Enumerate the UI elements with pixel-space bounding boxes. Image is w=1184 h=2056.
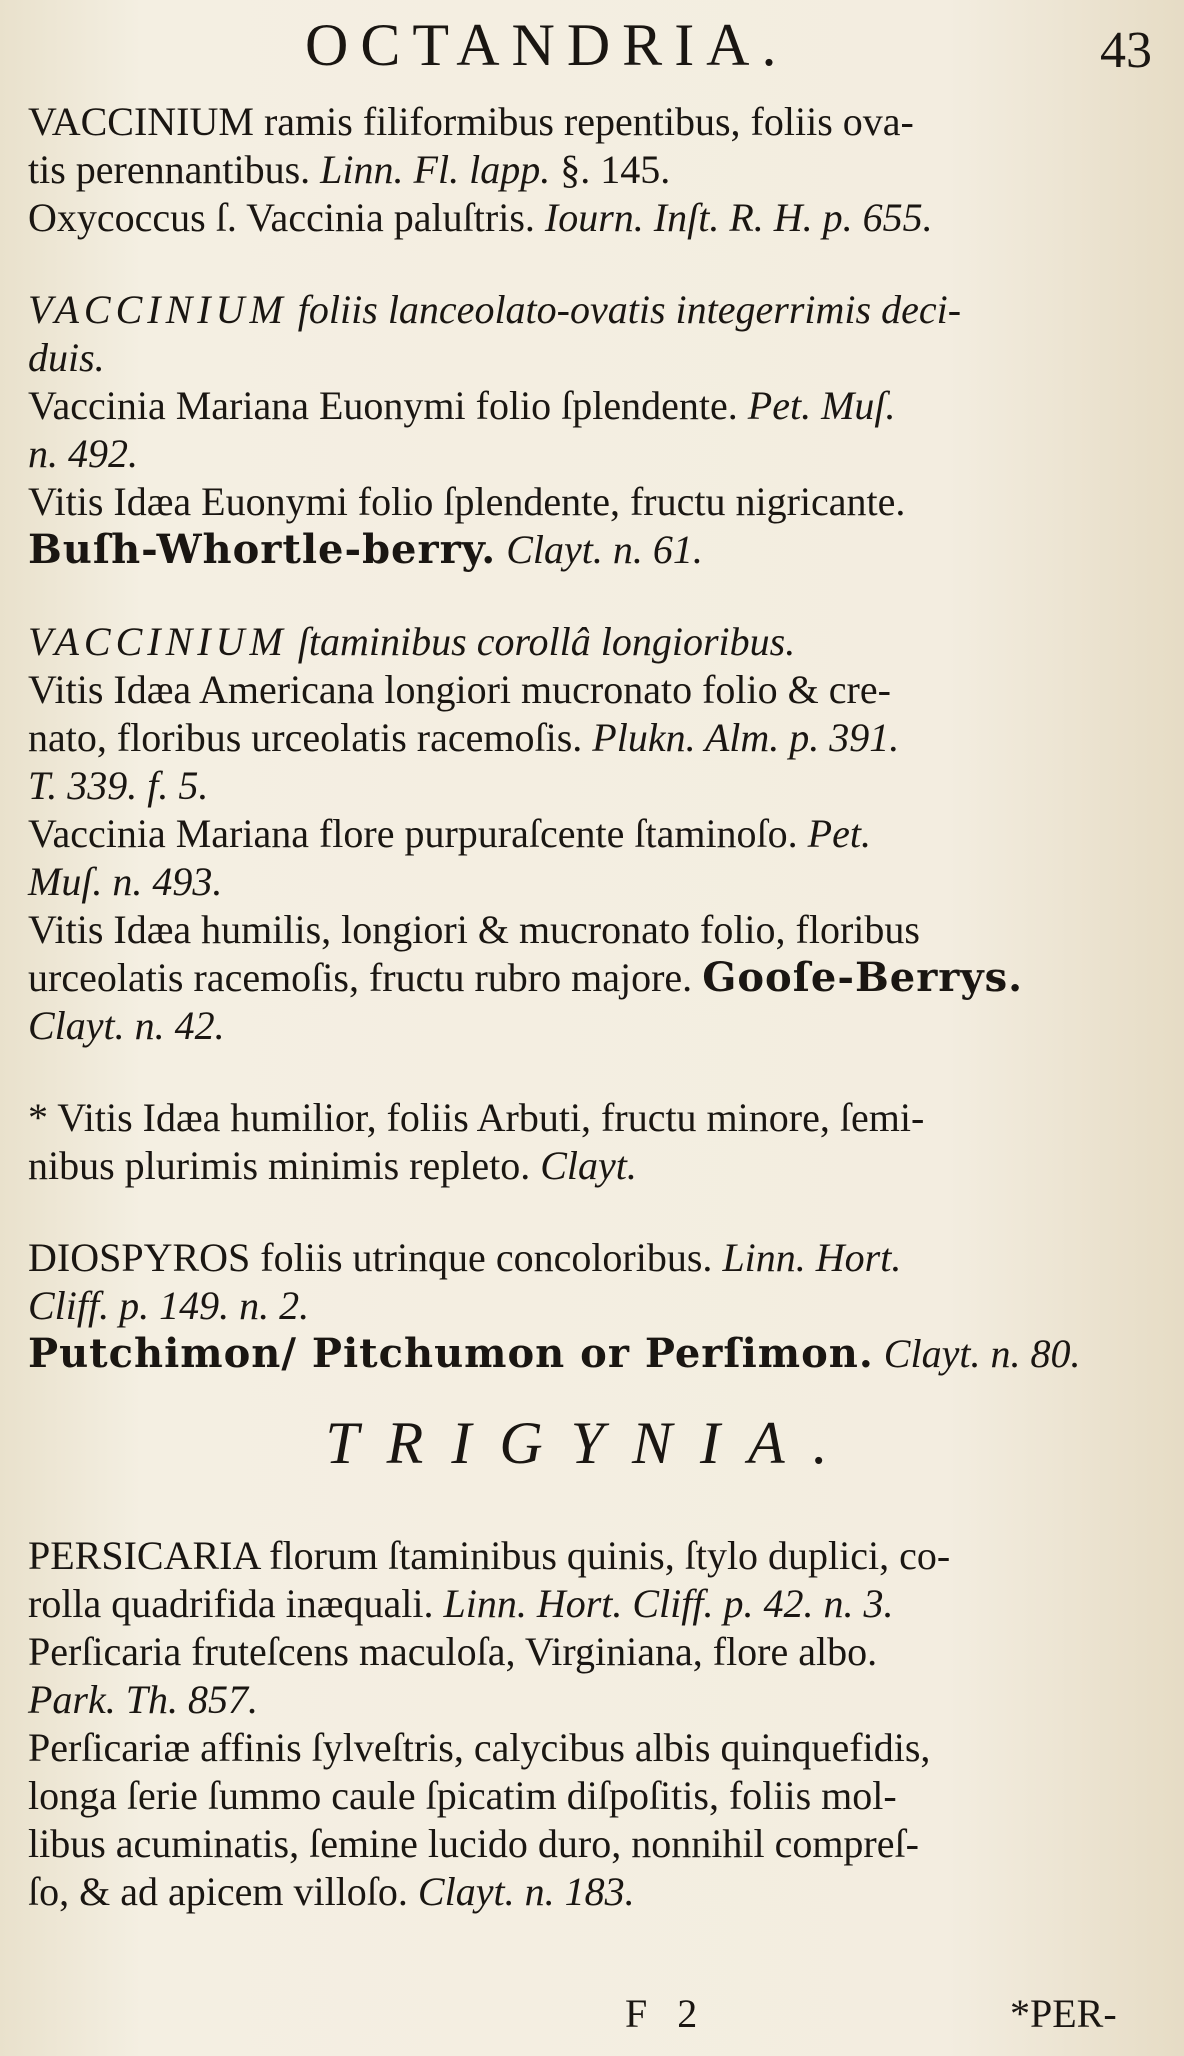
entry-vaccinium-3	[28, 618, 1153, 1050]
citation: Clayt. n. 80.	[873, 1331, 1081, 1376]
text-span: Vitis Idæa humilis, longiori & mucronato folio, floribus	[28, 907, 920, 952]
text-span: ſtaminibus corollâ longioribus.	[287, 619, 796, 664]
citation: Linn. Hort.	[722, 1235, 902, 1280]
text-line	[28, 430, 1153, 478]
text-span: Vaccinia Mariana flore purpuraſcente ſtaminoſo.	[28, 811, 808, 856]
text-span: * Vitis Idæa humilior, foliis Arbuti, fructu minore, ſemi-	[28, 1095, 925, 1140]
text-line	[28, 1234, 1153, 1282]
text-line	[28, 714, 1153, 762]
signature-mark: F 2	[625, 1991, 708, 2036]
text-line	[28, 906, 1153, 954]
text-span: Vaccinia Mariana Euonymi folio ſplendente.	[28, 383, 748, 428]
page-number: 43	[1100, 22, 1152, 79]
citation: Clayt. n. 42.	[28, 1003, 225, 1048]
citation: Clayt. n. 183.	[417, 1869, 635, 1914]
genus-name: VACCINIUM	[28, 287, 288, 332]
citation: Clayt. n. 61.	[496, 527, 703, 572]
page-body	[28, 98, 1153, 1916]
citation: Plukn. Alm. p. 391.	[592, 715, 900, 760]
text-line	[28, 1094, 1153, 1142]
text-line	[28, 286, 1153, 334]
text-span: Perſicariæ affinis ſylveſtris, calycibus albis quinquefidis,	[28, 1725, 931, 1770]
genus-name: VACCINIUM	[28, 99, 254, 144]
text-line	[28, 1142, 1153, 1190]
text-line	[28, 954, 1153, 1002]
text-line	[28, 1772, 1153, 1820]
citation: Muſ. n. 493.	[28, 859, 223, 904]
text-span: rolla quadrifida inæquali.	[28, 1581, 444, 1626]
citation: Pet. Muſ.	[747, 383, 896, 428]
text-line	[28, 858, 1153, 906]
text-line	[28, 1724, 1153, 1772]
text-span: nato, floribus urceolatis racemoſis.	[28, 715, 593, 760]
text-line	[28, 478, 1153, 526]
entry-vaccinium-1	[28, 98, 1153, 242]
text-line	[28, 1282, 1153, 1330]
text-span: ſo, & ad apicem villoſo.	[28, 1869, 418, 1914]
section-title: TRIGYNIA.	[325, 1410, 856, 1476]
common-name: Putchimon/ Pitchumon or Perſimon.	[28, 1330, 874, 1377]
text-line	[28, 98, 1153, 146]
text-span: PERSICARIA florum ſtaminibus quinis, ſtylo duplici, co-	[28, 1533, 951, 1578]
text-span: Perſicaria fruteſcens maculoſa, Virginiana, flore albo.	[28, 1629, 878, 1674]
text-span: ramis filiformibus repentibus, foliis ova-	[253, 99, 914, 144]
citation: Pet.	[807, 811, 871, 856]
spacer	[28, 1190, 1153, 1234]
text-span: Vitis Idæa Euonymi folio ſplendente, fructu nigricante.	[28, 479, 906, 524]
entry-persicaria	[28, 1532, 1153, 1916]
citation: Cliff. p. 149. n. 2.	[28, 1283, 310, 1328]
text-span: longa ſerie ſummo caule ſpicatim diſpoſitis, foliis mol-	[28, 1773, 897, 1818]
entry-diospyros	[28, 1234, 1153, 1378]
entry-vaccinium-2	[28, 286, 1153, 574]
text-line	[28, 1868, 1153, 1916]
page-footer	[0, 1990, 1184, 2040]
text-span: nibus plurimis minimis repleto.	[28, 1143, 541, 1188]
entry-vitis-idaea	[28, 1094, 1153, 1190]
citation: T. 339. f. 5.	[28, 763, 209, 808]
spacer	[28, 1050, 1153, 1094]
text-line	[28, 618, 1153, 666]
text-span: §. 145.	[560, 147, 671, 192]
spacer	[28, 242, 1153, 286]
running-head-title: OCTANDRIA.	[305, 12, 789, 78]
text-span: Vitis Idæa Americana longiori mucronato folio & cre-	[28, 667, 891, 712]
page-header	[0, 10, 1184, 80]
text-span: tis perennantibus.	[28, 147, 321, 192]
text-line	[28, 1820, 1153, 1868]
common-name: Gooſe-Berrys.	[702, 954, 1024, 1001]
common-name: Buſh-Whortle-berry.	[28, 526, 497, 573]
text-span: duis.	[28, 335, 105, 380]
citation: n. 492.	[28, 431, 138, 476]
genus-name: VACCINIUM	[28, 619, 288, 664]
text-line	[28, 762, 1153, 810]
text-line	[28, 810, 1153, 858]
text-span: DIOSPYROS foliis utrinque concoloribus.	[28, 1235, 723, 1280]
text-line	[28, 1532, 1153, 1580]
spacer	[28, 574, 1153, 618]
text-line	[28, 1628, 1153, 1676]
text-line	[28, 1330, 1153, 1378]
text-line	[28, 526, 1153, 574]
citation: Iourn. Inſt. R. H. p. 655.	[544, 195, 933, 240]
text-span: foliis lanceolato-ovatis integerrimis deci-	[287, 287, 962, 332]
text-span: urceolatis racemoſis, fructu rubro majore.	[28, 955, 703, 1000]
text-line	[28, 666, 1153, 714]
text-line	[28, 1676, 1153, 1724]
text-span: libus acuminatis, ſemine lucido duro, nonnihil compreſ-	[28, 1821, 919, 1866]
citation: Linn. Hort. Cliff. p. 42. n. 3.	[443, 1581, 894, 1626]
citation: Linn. Fl. lapp.	[320, 147, 561, 192]
text-line	[28, 382, 1153, 430]
citation: Park. Th. 857.	[28, 1677, 258, 1722]
text-line	[28, 1580, 1153, 1628]
catchword: *PER-	[1010, 1991, 1117, 2036]
text-line	[28, 194, 1153, 242]
text-line	[28, 1002, 1153, 1050]
text-span: Oxycoccus ſ. Vaccinia paluſtris.	[28, 195, 545, 240]
text-line	[28, 146, 1153, 194]
citation: Clayt.	[540, 1143, 637, 1188]
text-line	[28, 334, 1153, 382]
